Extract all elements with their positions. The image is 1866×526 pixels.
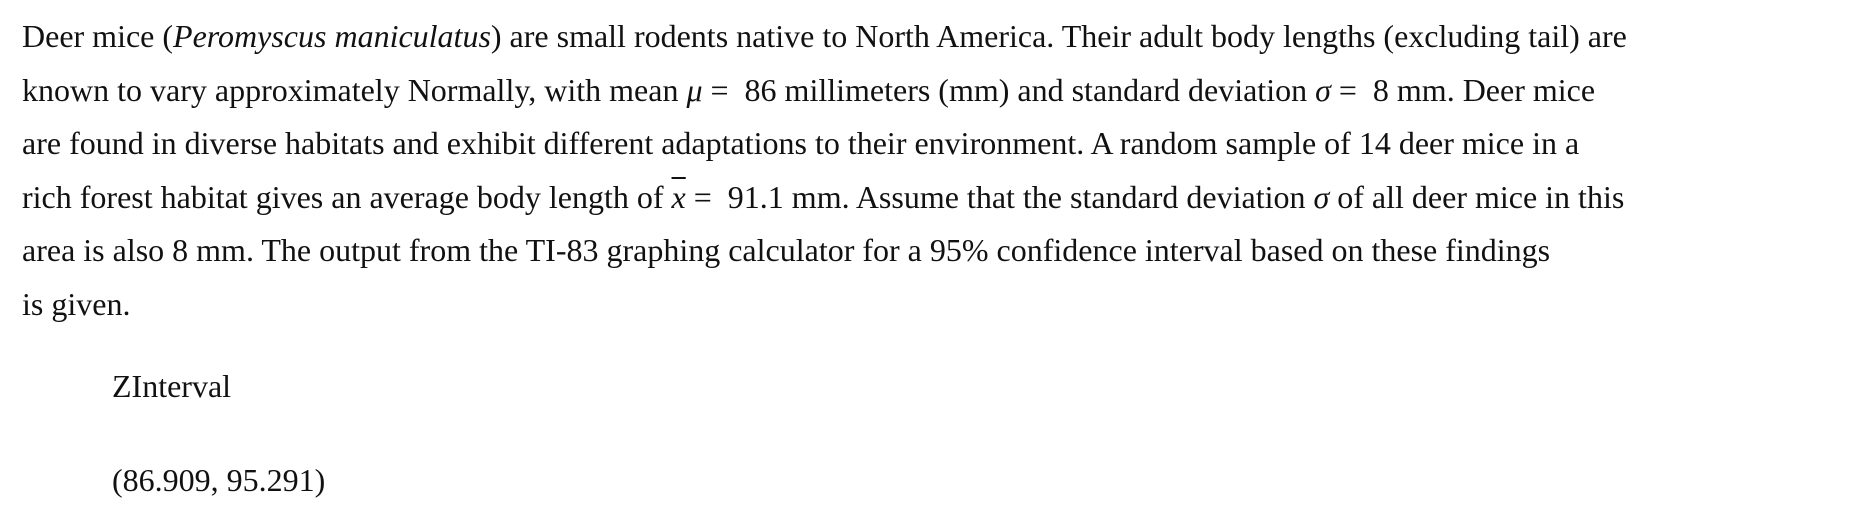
species-name: Peromyscus maniculatus [173,18,491,54]
problem-line-3: are found in diverse habitats and exhibit different adaptations to their environment. A random sample of 14 deer mice in a [22,125,1580,161]
confidence-interval-value: (86.909, 95.291) [112,462,326,498]
equals-sign: = [710,71,729,108]
sigma-symbol: σ [1315,71,1331,108]
equals-sign: = [693,178,712,215]
text-segment: 8 mm. Deer mice [1364,71,1596,108]
problem-line-6: is given. [22,285,131,322]
problem-line-4 [22,171,1852,225]
problem-text [22,10,1852,331]
xbar-symbol: $\overline{x}$ [671,178,686,215]
text-segment: 91.1 mm. Assume that the standard deviation [719,178,1314,215]
text-segment: ) are small rodents native to North America. Their adult body lengths (excluding tail) are [490,18,1627,54]
problem-line-1 [22,10,1852,64]
text-segment: 86 millimeters (mm) and standard deviation [736,71,1316,108]
problem-line-5: area is also 8 mm. The output from the TI-83 graphing calculator for a 95% confidence interval based on these findings [22,232,1551,268]
mu-symbol: μ [686,71,703,108]
sigma-symbol: σ [1313,178,1330,215]
text-segment: rich forest habitat gives an average body length of [22,178,672,215]
text-segment: Deer mice ( [22,18,174,54]
text-segment: of all deer mice in this [1329,178,1625,215]
text-segment: known to vary approximately Normally, with mean [22,71,687,108]
calculator-output-label: ZInterval [112,368,232,404]
equals-sign: = [1338,71,1357,108]
problem-line-2 [22,64,1852,118]
